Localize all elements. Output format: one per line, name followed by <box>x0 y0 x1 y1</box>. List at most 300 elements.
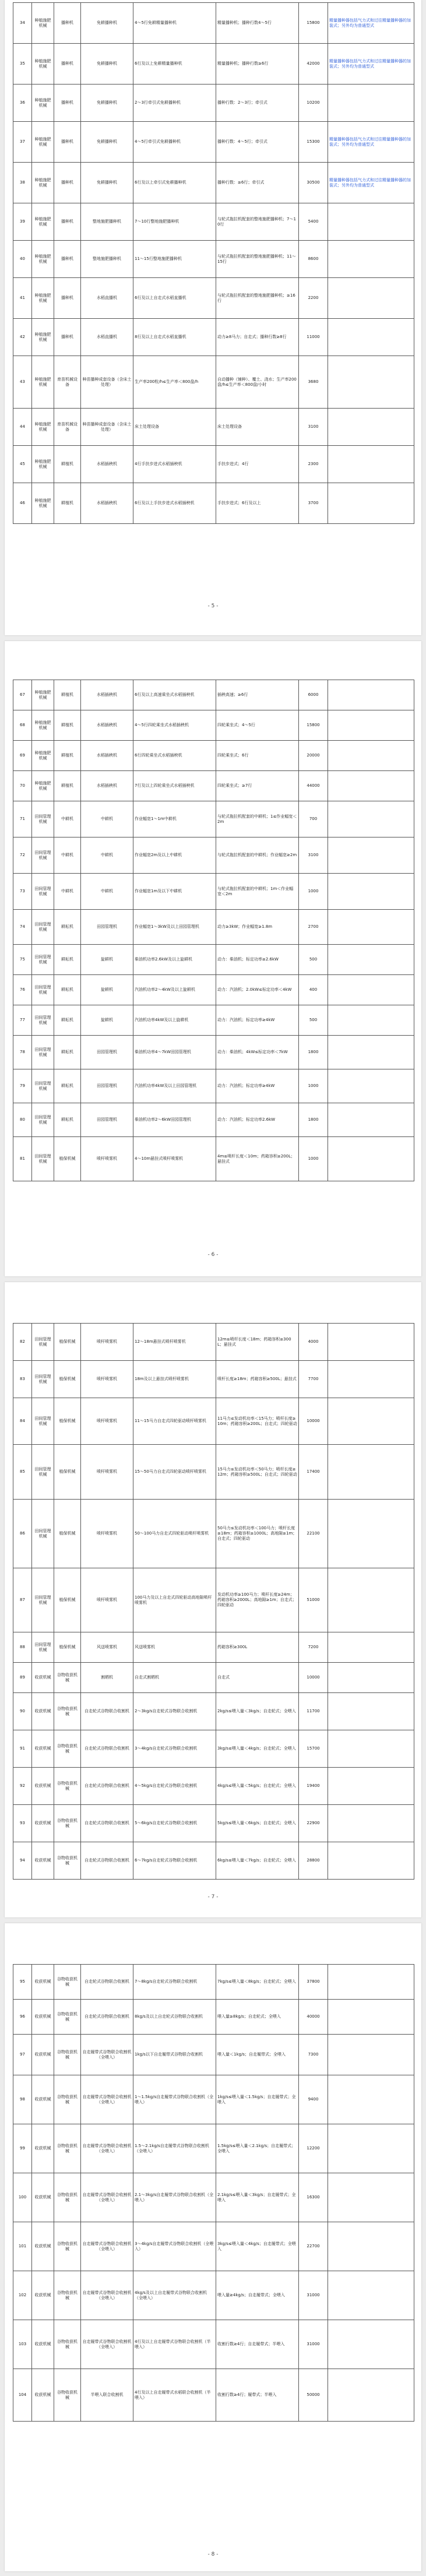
grade-name-cell: 6行及以上自走式水稻直播机 <box>133 278 216 319</box>
remark-cell <box>328 1568 414 1632</box>
row-number-cell: 102 <box>13 2271 32 2320</box>
item-type-cell: 自走轮式谷物联合收割机 <box>81 2000 133 2035</box>
subsidy-amount-cell: 22700 <box>299 2222 328 2271</box>
subcategory-cell: 谷物收获机械 <box>54 2000 81 2035</box>
subcategory-cell: 育苗机械设备 <box>54 409 81 446</box>
subcategory-cell: 耕耘机 <box>54 1005 81 1036</box>
remark-cell <box>328 1730 414 1768</box>
row-number-cell: 80 <box>13 1103 32 1137</box>
table-row <box>13 710 414 741</box>
category-cell: 种植施肥机械 <box>32 241 54 278</box>
subcategory-cell: 中耕机 <box>54 874 81 910</box>
grade-spec-cell: 播种行数：≥6行；牵引式 <box>216 163 299 203</box>
subcategory-cell: 谷物收获机械 <box>54 2173 81 2222</box>
grade-name-cell: 100马力及以上自走式四轮驱动高地隙喷杆喷雾机 <box>133 1568 216 1632</box>
subcategory-cell: 植保机械 <box>54 1445 81 1500</box>
item-type-cell: 半喂入联合收割机 <box>81 2369 133 2422</box>
category-cell: 收获机械 <box>32 2173 54 2222</box>
row-number-cell: 84 <box>13 1398 32 1445</box>
item-type-cell: 整地施肥播种机 <box>81 241 133 278</box>
table-row <box>13 2075 414 2124</box>
table-row <box>13 1361 414 1398</box>
grade-spec-cell: 四轮乘坐式；4～5行 <box>216 710 299 741</box>
grade-spec-cell: 3kg/s≤喂入量＜4kg/s；自走轮式；全喂入 <box>216 1730 299 1768</box>
grade-spec-cell: 收割行数≥4行；自走履带式；半喂入 <box>216 2320 299 2369</box>
table-row <box>13 1965 414 2000</box>
remark-cell <box>328 356 414 409</box>
row-number-cell: 97 <box>13 2035 32 2075</box>
item-type-cell: 自走轮式谷物联合收割机 <box>81 1693 133 1730</box>
page-number: - 8 - <box>207 2552 219 2557</box>
table-row <box>13 1324 414 1361</box>
category-cell: 收获机械 <box>32 2222 54 2271</box>
document-page <box>5 1923 421 2571</box>
row-number-cell: 87 <box>13 1568 32 1632</box>
row-number-cell: 78 <box>13 1036 32 1069</box>
category-cell: 田间管理机械 <box>32 1036 54 1069</box>
category-cell: 种植施肥机械 <box>32 356 54 409</box>
grade-name-cell: 汽油机功率4kW及以上旋耕机 <box>133 1005 216 1036</box>
grade-spec-cell: 1.5kg/s≤喂入量＜2.1kg/s；自走履带式；全喂入 <box>216 2124 299 2173</box>
table-row <box>13 85 414 122</box>
grade-name-cell: 柴油机功率2.6kW及以上旋耕机 <box>133 945 216 975</box>
remark-cell: 精量播种器包括气力式和过往精量播种器的加装式；另外均为普通型式 <box>328 3 414 44</box>
category-cell: 田间管理机械 <box>32 1069 54 1103</box>
category-cell: 田间管理机械 <box>32 1324 54 1361</box>
remark-cell <box>328 1445 414 1500</box>
table-row <box>13 203 414 241</box>
grade-name-cell: 11～15行整地施肥播种机 <box>133 241 216 278</box>
spec-table <box>13 1323 414 1880</box>
subsidy-amount-cell: 8600 <box>299 241 328 278</box>
row-number-cell: 40 <box>13 241 32 278</box>
subcategory-cell: 中耕机 <box>54 801 81 837</box>
grade-name-cell: 风送喷雾机 <box>133 1632 216 1663</box>
grade-name-cell: 自走式割晒机 <box>133 1663 216 1693</box>
row-number-cell: 43 <box>13 356 32 409</box>
subcategory-cell: 耕植机 <box>54 771 81 801</box>
grade-name-cell: 床土处理设备 <box>133 409 216 446</box>
table-row <box>13 44 414 85</box>
remark-cell <box>328 1500 414 1568</box>
remark-cell <box>328 1103 414 1137</box>
subcategory-cell: 育苗机械设备 <box>54 356 81 409</box>
grade-spec-cell: 与轮式拖拉机配套的整地施肥播种机；11～15行 <box>216 241 299 278</box>
grade-spec-cell: 动力≥3kW；作业幅宽≥1.8m <box>216 910 299 945</box>
grade-spec-cell: 2.1kg/s≤喂入量＜3kg/s；自走履带式；全喂入 <box>216 2173 299 2222</box>
grade-name-cell: 6行及以上高速乘坐式水稻插秧机 <box>133 680 216 710</box>
category-cell: 田间管理机械 <box>32 1568 54 1632</box>
item-type-cell: 种苗播种成套设备（含床土处理） <box>81 356 133 409</box>
grade-name-cell: 柴油机功率2～6kW田园管理机 <box>133 1103 216 1137</box>
remark-cell <box>328 801 414 837</box>
grade-spec-cell: 四轮乘坐式；6行 <box>216 741 299 771</box>
item-type-cell: 免耕播种机 <box>81 85 133 122</box>
category-cell: 种植施肥机械 <box>32 85 54 122</box>
subsidy-amount-cell: 44000 <box>299 771 328 801</box>
table-row <box>13 1805 414 1842</box>
grade-name-cell: 6行及以上牵引式免耕播种机 <box>133 163 216 203</box>
row-number-cell: 83 <box>13 1361 32 1398</box>
grade-spec-cell: 动力：汽油机；2.0kW≤标定功率＜4kW <box>216 975 299 1005</box>
grade-name-cell: 4行及以上自走履带式谷物联合收割机（半喂入） <box>133 2320 216 2369</box>
grade-name-cell: 50～100马力自走式四轮驱动喷杆喷雾机 <box>133 1500 216 1568</box>
subcategory-cell: 植保机械 <box>54 1137 81 1181</box>
page-number: - 7 - <box>207 1894 219 1900</box>
grade-name-cell: 4kg/s及以上自走履带式谷物联合收割机（全喂入） <box>133 2271 216 2320</box>
row-number-cell: 95 <box>13 1965 32 2000</box>
grade-name-cell: 作业幅宽1～3kW及以上田园管理机 <box>133 910 216 945</box>
category-cell: 种植施肥机械 <box>32 409 54 446</box>
subsidy-amount-cell: 28800 <box>299 1842 328 1880</box>
table-row <box>13 1663 414 1693</box>
grade-spec-cell: 5kg/s≤喂入量＜6kg/s；自走轮式；全喂入 <box>216 1805 299 1842</box>
document-page <box>5 641 421 1276</box>
spec-table <box>13 1964 414 2422</box>
category-cell: 田间管理机械 <box>32 801 54 837</box>
category-cell: 收获机械 <box>32 2369 54 2422</box>
remark-cell: 精量播种器包括气力式和过往精量播种器的加装式；另外均为普通型式 <box>328 163 414 203</box>
grade-spec-cell: 精量播种机；播种行数4～5行 <box>216 3 299 44</box>
grade-spec-cell: 自动播种（铺种）、覆土、浇水；生产率200盘/h≤生产率＜800盘/小时 <box>216 356 299 409</box>
grade-spec-cell: 50马力≤发动机功率＜100马力；喷杆长度≥18m；药箱容积≥1000L；高地隙≥1m；自走式；四轮驱动 <box>216 1500 299 1568</box>
grade-spec-cell: 动力：汽油机；标定功率≥4kW <box>216 1069 299 1103</box>
grade-name-cell: 8行及以上自走式水稻直播机 <box>133 319 216 356</box>
remark-cell <box>328 2035 414 2075</box>
remark-cell <box>328 1805 414 1842</box>
row-number-cell: 99 <box>13 2124 32 2173</box>
row-number-cell: 86 <box>13 1500 32 1568</box>
item-type-cell: 水稻插秧机 <box>81 771 133 801</box>
item-type-cell: 免耕播种机 <box>81 44 133 85</box>
category-cell: 收获机械 <box>32 2320 54 2369</box>
item-type-cell: 田园管理机 <box>81 1103 133 1137</box>
remark-cell <box>328 1005 414 1036</box>
item-type-cell: 水稻直播机 <box>81 319 133 356</box>
subsidy-amount-cell: 1800 <box>299 1036 328 1069</box>
row-number-cell: 46 <box>13 483 32 524</box>
table-row <box>13 2000 414 2035</box>
row-number-cell: 85 <box>13 1445 32 1500</box>
category-cell: 田间管理机械 <box>32 910 54 945</box>
remark-cell <box>328 483 414 524</box>
table-row <box>13 2369 414 2422</box>
subsidy-amount-cell: 37800 <box>299 1965 328 2000</box>
item-type-cell: 旋耕机 <box>81 945 133 975</box>
grade-name-cell: 6行及以上手扶步进式水稻插秧机 <box>133 483 216 524</box>
grade-name-cell: 6行及以上免耕精量播种机 <box>133 44 216 85</box>
subsidy-amount-cell: 51000 <box>299 1568 328 1632</box>
table-row <box>13 945 414 975</box>
subsidy-amount-cell: 10000 <box>299 1663 328 1693</box>
subcategory-cell: 植保机械 <box>54 1398 81 1445</box>
row-number-cell: 35 <box>13 44 32 85</box>
row-number-cell: 88 <box>13 1632 32 1663</box>
subsidy-amount-cell: 500 <box>299 945 328 975</box>
table-row <box>13 1069 414 1103</box>
remark-cell <box>328 241 414 278</box>
category-cell: 种植施肥机械 <box>32 710 54 741</box>
subsidy-amount-cell: 10200 <box>299 85 328 122</box>
grade-spec-cell: 手扶步进式；6行及以上 <box>216 483 299 524</box>
page-number: - 5 - <box>207 603 219 609</box>
table-row <box>13 837 414 874</box>
remark-cell <box>328 837 414 874</box>
subsidy-amount-cell: 15700 <box>299 1730 328 1768</box>
item-type-cell: 旋耕机 <box>81 1005 133 1036</box>
category-cell: 田间管理机械 <box>32 1445 54 1500</box>
row-number-cell: 72 <box>13 837 32 874</box>
row-number-cell: 75 <box>13 945 32 975</box>
grade-spec-cell: 3kg/s≤喂入量＜4kg/s；自走履带式；全喂入 <box>216 2222 299 2271</box>
subsidy-amount-cell: 16300 <box>299 2173 328 2222</box>
subsidy-amount-cell: 40000 <box>299 2000 328 2035</box>
table-row <box>13 1768 414 1805</box>
row-number-cell: 89 <box>13 1663 32 1693</box>
remark-cell <box>328 409 414 446</box>
table-row <box>13 975 414 1005</box>
category-cell: 田间管理机械 <box>32 874 54 910</box>
grade-name-cell: 11～15马力自走式四轮驱动喷杆喷雾机 <box>133 1398 216 1445</box>
grade-name-cell: 7～8kg/s自走轮式谷物联合收割机 <box>133 1965 216 2000</box>
grade-name-cell: 4～5kg/s自走轮式谷物联合收割机 <box>133 1768 216 1805</box>
row-number-cell: 39 <box>13 203 32 241</box>
grade-spec-cell: 喷杆长度≥18m；药箱容积≥500L；悬挂式 <box>216 1361 299 1398</box>
table-row <box>13 874 414 910</box>
subcategory-cell: 谷物收获机械 <box>54 2271 81 2320</box>
row-number-cell: 101 <box>13 2222 32 2271</box>
subsidy-amount-cell: 400 <box>299 975 328 1005</box>
subsidy-amount-cell: 15800 <box>299 3 328 44</box>
item-type-cell: 田园管理机 <box>81 1036 133 1069</box>
table-row <box>13 771 414 801</box>
remark-cell <box>328 1361 414 1398</box>
category-cell: 种植施肥机械 <box>32 483 54 524</box>
subcategory-cell: 谷物收获机械 <box>54 1842 81 1880</box>
grade-name-cell: 3～4kg/s自走轮式谷物联合收割机 <box>133 1730 216 1768</box>
remark-cell <box>328 741 414 771</box>
row-number-cell: 68 <box>13 710 32 741</box>
grade-spec-cell: 4kg/s≤喂入量＜5kg/s；自走轮式；全喂入 <box>216 1768 299 1805</box>
grade-spec-cell: 动力：汽油机；标定功率≥4kW <box>216 1005 299 1036</box>
subcategory-cell: 谷物收获机械 <box>54 1663 81 1693</box>
subcategory-cell: 耕耘机 <box>54 975 81 1005</box>
subsidy-amount-cell: 3700 <box>299 483 328 524</box>
item-type-cell: 自走履带式谷物联合收割机（全喂入） <box>81 2124 133 2173</box>
grade-name-cell: 4～5行免耕精量播种机 <box>133 3 216 44</box>
item-type-cell: 免耕播种机 <box>81 3 133 44</box>
row-number-cell: 94 <box>13 1842 32 1880</box>
row-number-cell: 73 <box>13 874 32 910</box>
row-number-cell: 81 <box>13 1137 32 1181</box>
subsidy-amount-cell: 1800 <box>299 1103 328 1137</box>
subcategory-cell: 播种机 <box>54 44 81 85</box>
remark-cell <box>328 910 414 945</box>
row-number-cell: 74 <box>13 910 32 945</box>
grade-name-cell: 6行四轮乘坐式水稻插秧机 <box>133 741 216 771</box>
subcategory-cell: 耕植机 <box>54 680 81 710</box>
table-row <box>13 1005 414 1036</box>
subsidy-amount-cell: 19400 <box>299 1768 328 1805</box>
subcategory-cell: 耕耘机 <box>54 1036 81 1069</box>
table-row <box>13 409 414 446</box>
remark-cell <box>328 975 414 1005</box>
grade-spec-cell: 播种行数：2～3行；牵引式 <box>216 85 299 122</box>
subsidy-amount-cell: 1000 <box>299 1069 328 1103</box>
subcategory-cell: 耕植机 <box>54 483 81 524</box>
grade-name-cell: 12～18m悬挂式喷杆喷雾机 <box>133 1324 216 1361</box>
category-cell: 田间管理机械 <box>32 1361 54 1398</box>
subcategory-cell: 播种机 <box>54 122 81 163</box>
category-cell: 收获机械 <box>32 1805 54 1842</box>
remark-cell <box>328 1965 414 2000</box>
table-row <box>13 1842 414 1880</box>
subsidy-amount-cell: 2700 <box>299 910 328 945</box>
category-cell: 种植施肥机械 <box>32 163 54 203</box>
row-number-cell: 82 <box>13 1324 32 1361</box>
row-number-cell: 77 <box>13 1005 32 1036</box>
subcategory-cell: 谷物收获机械 <box>54 2124 81 2173</box>
remark-cell <box>328 945 414 975</box>
row-number-cell: 76 <box>13 975 32 1005</box>
remark-cell <box>328 1693 414 1730</box>
row-number-cell: 37 <box>13 122 32 163</box>
subcategory-cell: 植保机械 <box>54 1324 81 1361</box>
table-row <box>13 2320 414 2369</box>
row-number-cell: 104 <box>13 2369 32 2422</box>
remark-cell <box>328 1398 414 1445</box>
category-cell: 收获机械 <box>32 1768 54 1805</box>
remark-cell <box>328 319 414 356</box>
grade-name-cell: 汽油机功率2～4kW及以上旋耕机 <box>133 975 216 1005</box>
subcategory-cell: 谷物收获机械 <box>54 2320 81 2369</box>
item-type-cell: 中耕机 <box>81 837 133 874</box>
category-cell: 田间管理机械 <box>32 945 54 975</box>
item-type-cell: 自走轮式谷物联合收割机 <box>81 1805 133 1842</box>
category-cell: 收获机械 <box>32 1663 54 1693</box>
grade-spec-cell: 动力：汽油机；标定功率2.6kW <box>216 1103 299 1137</box>
grade-spec-cell: 7kg/s≤喂入量＜8kg/s；自走轮式；全喂入 <box>216 1965 299 2000</box>
grade-spec-cell: 6kg/s≤喂入量＜7kg/s；自走轮式；全喂入 <box>216 1842 299 1880</box>
subsidy-amount-cell: 2200 <box>299 278 328 319</box>
remark-cell <box>328 1137 414 1181</box>
grade-spec-cell: 四轮乘坐式；≥7行 <box>216 771 299 801</box>
grade-spec-cell: 喂入量≥4kg/s；自走履带式；全喂入 <box>216 2271 299 2320</box>
subsidy-amount-cell: 7300 <box>299 2035 328 2075</box>
subsidy-amount-cell: 6000 <box>299 680 328 710</box>
category-cell: 收获机械 <box>32 1730 54 1768</box>
subcategory-cell: 谷物收获机械 <box>54 2369 81 2422</box>
grade-spec-cell: 与轮式拖拉机配套的中耕机；1m＜作业幅宽＜2m <box>216 874 299 910</box>
grade-name-cell: 4行手扶步进式水稻插秧机 <box>133 446 216 483</box>
grade-name-cell: 6～7kg/s自走轮式谷物联合收割机 <box>133 1842 216 1880</box>
remark-cell <box>328 2222 414 2271</box>
item-type-cell: 喷杆喷雾机 <box>81 1445 133 1500</box>
row-number-cell: 93 <box>13 1805 32 1842</box>
row-number-cell: 100 <box>13 2173 32 2222</box>
page-number: - 6 - <box>207 1252 219 1258</box>
subsidy-amount-cell: 10000 <box>299 1398 328 1445</box>
table-row <box>13 2035 414 2075</box>
item-type-cell: 整地施肥播种机 <box>81 203 133 241</box>
category-cell: 田间管理机械 <box>32 1137 54 1181</box>
remark-cell <box>328 680 414 710</box>
subcategory-cell: 中耕机 <box>54 837 81 874</box>
grade-spec-cell: 1kg/s≤喂入量＜1.5kg/s；自走履带式；全喂入 <box>216 2075 299 2124</box>
subcategory-cell: 耕耘机 <box>54 945 81 975</box>
remark-cell <box>328 203 414 241</box>
table-row <box>13 356 414 409</box>
grade-spec-cell: 喂入量≥8kg/s；自走轮式；全喂入 <box>216 2000 299 2035</box>
row-number-cell: 41 <box>13 278 32 319</box>
item-type-cell: 自走履带式谷物联合收割机（全喂入） <box>81 2035 133 2075</box>
item-type-cell: 风送喷雾机 <box>81 1632 133 1663</box>
grade-name-cell: 8kg/s及以上自走轮式谷物联合收割机 <box>133 2000 216 2035</box>
subcategory-cell: 植保机械 <box>54 1361 81 1398</box>
subcategory-cell: 植保机械 <box>54 1500 81 1568</box>
row-number-cell: 36 <box>13 85 32 122</box>
item-type-cell: 水稻直播机 <box>81 278 133 319</box>
grade-spec-cell: 动力≥8马力；自走式；播种行数≥8行 <box>216 319 299 356</box>
row-number-cell: 91 <box>13 1730 32 1768</box>
item-type-cell: 免耕播种机 <box>81 163 133 203</box>
remark-cell <box>328 1632 414 1663</box>
subsidy-amount-cell: 1000 <box>299 874 328 910</box>
item-type-cell: 自走履带式谷物联合收割机（全喂入） <box>81 2173 133 2222</box>
remark-cell <box>328 2173 414 2222</box>
grade-spec-cell: 精量播种机；播种行数≥6行 <box>216 44 299 85</box>
table-row <box>13 483 414 524</box>
row-number-cell: 34 <box>13 3 32 44</box>
grade-name-cell: 2～3行牵引式免耕播种机 <box>133 85 216 122</box>
remark-cell <box>328 1036 414 1069</box>
grade-name-cell: 作业幅宽1m及以下中耕机 <box>133 874 216 910</box>
row-number-cell: 103 <box>13 2320 32 2369</box>
category-cell: 收获机械 <box>32 1693 54 1730</box>
table-row <box>13 241 414 278</box>
remark-cell <box>328 2271 414 2320</box>
subsidy-amount-cell: 1000 <box>299 1137 328 1181</box>
table-row <box>13 1693 414 1730</box>
item-type-cell: 自走履带式谷物联合收割机（全喂入） <box>81 2222 133 2271</box>
subsidy-amount-cell: 22900 <box>299 1805 328 1842</box>
subsidy-amount-cell: 700 <box>299 801 328 837</box>
grade-name-cell: 柴油机功率4～7kW田园管理机 <box>133 1036 216 1069</box>
item-type-cell: 割晒机 <box>81 1663 133 1693</box>
subsidy-amount-cell: 11700 <box>299 1693 328 1730</box>
grade-name-cell: 4～5行牵引式免耕播种机 <box>133 122 216 163</box>
item-type-cell: 喷杆喷雾机 <box>81 1324 133 1361</box>
grade-name-cell: 2.1～3kg/s自走履带式谷物联合收割机（全喂入） <box>133 2173 216 2222</box>
item-type-cell: 田园管理机 <box>81 910 133 945</box>
subsidy-amount-cell: 500 <box>299 1005 328 1036</box>
remark-cell <box>328 2320 414 2369</box>
grade-name-cell: 1.5～2.1kg/s自走履带式谷物联合收割机（全喂入） <box>133 2124 216 2173</box>
item-type-cell: 水稻插秧机 <box>81 680 133 710</box>
category-cell: 种植施肥机械 <box>32 741 54 771</box>
row-number-cell: 70 <box>13 771 32 801</box>
item-type-cell: 种苗播种成套设备（含床土处理） <box>81 409 133 446</box>
item-type-cell: 免耕播种机 <box>81 122 133 163</box>
row-number-cell: 71 <box>13 801 32 837</box>
grade-spec-cell: 发动机功率≥100马力；喷杆长度≥24m；药箱容积≥2000L；高地隙≥1m；自走式；四轮驱动 <box>216 1568 299 1632</box>
grade-spec-cell: 药箱容积≥300L <box>216 1632 299 1663</box>
table-row <box>13 1036 414 1069</box>
row-number-cell: 96 <box>13 2000 32 2035</box>
subsidy-amount-cell: 7200 <box>299 1632 328 1663</box>
remark-cell <box>328 1842 414 1880</box>
grade-name-cell: 2～3kg/s自走轮式谷物联合收割机 <box>133 1693 216 1730</box>
